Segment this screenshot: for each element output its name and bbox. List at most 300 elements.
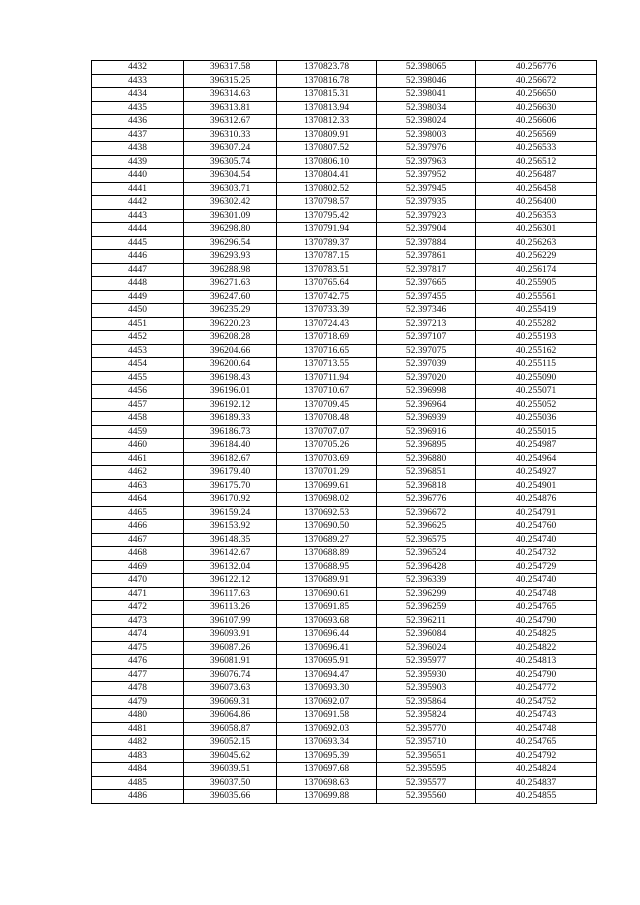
point-number-cell: 4468 (92, 547, 184, 561)
point-number-cell: 4486 (92, 790, 184, 804)
table-row (92, 331, 597, 345)
point-number-cell: 4475 (92, 641, 184, 655)
x-coordinate-cell: 396159.24 (184, 506, 277, 520)
y-coordinate-cell: 1370693.34 (277, 736, 377, 750)
y-coordinate-cell: 1370815.31 (277, 88, 377, 102)
y-coordinate-cell: 1370709.45 (277, 398, 377, 412)
point-number-cell: 4439 (92, 155, 184, 169)
latitude-cell: 52.398034 (377, 101, 476, 115)
table-row (92, 763, 597, 777)
table-row (92, 776, 597, 790)
latitude-cell: 52.396211 (377, 614, 476, 628)
x-coordinate-cell: 396315.25 (184, 74, 277, 88)
longitude-cell: 40.254765 (476, 736, 597, 750)
x-coordinate-cell: 396312.67 (184, 115, 277, 129)
table-row (92, 655, 597, 669)
x-coordinate-cell: 396302.42 (184, 196, 277, 210)
y-coordinate-cell: 1370696.41 (277, 641, 377, 655)
longitude-cell: 40.256569 (476, 128, 597, 142)
table-row (92, 371, 597, 385)
x-coordinate-cell: 396304.54 (184, 169, 277, 183)
longitude-cell: 40.254791 (476, 506, 597, 520)
y-coordinate-cell: 1370765.64 (277, 277, 377, 291)
table-row (92, 695, 597, 709)
y-coordinate-cell: 1370691.58 (277, 709, 377, 723)
x-coordinate-cell: 396069.31 (184, 695, 277, 709)
table-row (92, 682, 597, 696)
longitude-cell: 40.255282 (476, 317, 597, 331)
point-number-cell: 4444 (92, 223, 184, 237)
longitude-cell: 40.256650 (476, 88, 597, 102)
latitude-cell: 52.396084 (377, 628, 476, 642)
y-coordinate-cell: 1370807.52 (277, 142, 377, 156)
table-row (92, 344, 597, 358)
x-coordinate-cell: 396035.66 (184, 790, 277, 804)
latitude-cell: 52.395824 (377, 709, 476, 723)
x-coordinate-cell: 396170.92 (184, 493, 277, 507)
table-row (92, 169, 597, 183)
point-number-cell: 4445 (92, 236, 184, 250)
table-row (92, 574, 597, 588)
point-number-cell: 4484 (92, 763, 184, 777)
longitude-cell: 40.255905 (476, 277, 597, 291)
point-number-cell: 4455 (92, 371, 184, 385)
latitude-cell: 52.396625 (377, 520, 476, 534)
table-row (92, 520, 597, 534)
x-coordinate-cell: 396179.40 (184, 466, 277, 480)
table-row (92, 601, 597, 615)
latitude-cell: 52.396880 (377, 452, 476, 466)
y-coordinate-cell: 1370703.69 (277, 452, 377, 466)
point-number-cell: 4438 (92, 142, 184, 156)
longitude-cell: 40.255193 (476, 331, 597, 345)
x-coordinate-cell: 396200.64 (184, 358, 277, 372)
longitude-cell: 40.254790 (476, 668, 597, 682)
x-coordinate-cell: 396293.93 (184, 250, 277, 264)
x-coordinate-cell: 396307.24 (184, 142, 277, 156)
latitude-cell: 52.398065 (377, 61, 476, 75)
y-coordinate-cell: 1370791.94 (277, 223, 377, 237)
x-coordinate-cell: 396182.67 (184, 452, 277, 466)
longitude-cell: 40.256229 (476, 250, 597, 264)
x-coordinate-cell: 396186.73 (184, 425, 277, 439)
x-coordinate-cell: 396142.67 (184, 547, 277, 561)
x-coordinate-cell: 396192.12 (184, 398, 277, 412)
y-coordinate-cell: 1370690.50 (277, 520, 377, 534)
longitude-cell: 40.256263 (476, 236, 597, 250)
x-coordinate-cell: 396093.91 (184, 628, 277, 642)
longitude-cell: 40.256606 (476, 115, 597, 129)
point-number-cell: 4450 (92, 304, 184, 318)
point-number-cell: 4474 (92, 628, 184, 642)
latitude-cell: 52.395864 (377, 695, 476, 709)
y-coordinate-cell: 1370789.37 (277, 236, 377, 250)
table-row (92, 614, 597, 628)
point-number-cell: 4443 (92, 209, 184, 223)
point-number-cell: 4447 (92, 263, 184, 277)
y-coordinate-cell: 1370692.03 (277, 722, 377, 736)
point-number-cell: 4433 (92, 74, 184, 88)
y-coordinate-cell: 1370716.65 (277, 344, 377, 358)
table-row (92, 506, 597, 520)
latitude-cell: 52.396524 (377, 547, 476, 561)
x-coordinate-cell: 396204.66 (184, 344, 277, 358)
latitude-cell: 52.396916 (377, 425, 476, 439)
longitude-cell: 40.254855 (476, 790, 597, 804)
latitude-cell: 52.396672 (377, 506, 476, 520)
table-row (92, 209, 597, 223)
longitude-cell: 40.255561 (476, 290, 597, 304)
table-row (92, 790, 597, 804)
latitude-cell: 52.397904 (377, 223, 476, 237)
x-coordinate-cell: 396117.63 (184, 587, 277, 601)
y-coordinate-cell: 1370699.61 (277, 479, 377, 493)
longitude-cell: 40.256458 (476, 182, 597, 196)
point-number-cell: 4463 (92, 479, 184, 493)
longitude-cell: 40.254760 (476, 520, 597, 534)
longitude-cell: 40.254748 (476, 722, 597, 736)
latitude-cell: 52.398003 (377, 128, 476, 142)
longitude-cell: 40.256630 (476, 101, 597, 115)
point-number-cell: 4466 (92, 520, 184, 534)
x-coordinate-cell: 396073.63 (184, 682, 277, 696)
latitude-cell: 52.397952 (377, 169, 476, 183)
latitude-cell: 52.397976 (377, 142, 476, 156)
latitude-cell: 52.396776 (377, 493, 476, 507)
y-coordinate-cell: 1370697.68 (277, 763, 377, 777)
y-coordinate-cell: 1370708.48 (277, 412, 377, 426)
table-row (92, 668, 597, 682)
point-number-cell: 4482 (92, 736, 184, 750)
point-number-cell: 4467 (92, 533, 184, 547)
latitude-cell: 52.395930 (377, 668, 476, 682)
table-row (92, 560, 597, 574)
y-coordinate-cell: 1370707.07 (277, 425, 377, 439)
x-coordinate-cell: 396184.40 (184, 439, 277, 453)
x-coordinate-cell: 396189.33 (184, 412, 277, 426)
y-coordinate-cell: 1370690.61 (277, 587, 377, 601)
latitude-cell: 52.396575 (377, 533, 476, 547)
table-row (92, 385, 597, 399)
latitude-cell: 52.396428 (377, 560, 476, 574)
x-coordinate-cell: 396081.91 (184, 655, 277, 669)
table-row (92, 304, 597, 318)
table-row (92, 196, 597, 210)
x-coordinate-cell: 396037.50 (184, 776, 277, 790)
y-coordinate-cell: 1370787.15 (277, 250, 377, 264)
y-coordinate-cell: 1370795.42 (277, 209, 377, 223)
y-coordinate-cell: 1370696.44 (277, 628, 377, 642)
x-coordinate-cell: 396045.62 (184, 749, 277, 763)
y-coordinate-cell: 1370694.47 (277, 668, 377, 682)
point-number-cell: 4464 (92, 493, 184, 507)
x-coordinate-cell: 396303.71 (184, 182, 277, 196)
latitude-cell: 52.397963 (377, 155, 476, 169)
longitude-cell: 40.254837 (476, 776, 597, 790)
y-coordinate-cell: 1370711.94 (277, 371, 377, 385)
y-coordinate-cell: 1370688.89 (277, 547, 377, 561)
table-row (92, 493, 597, 507)
x-coordinate-cell: 396235.29 (184, 304, 277, 318)
table-row (92, 317, 597, 331)
y-coordinate-cell: 1370705.26 (277, 439, 377, 453)
x-coordinate-cell: 396288.98 (184, 263, 277, 277)
x-coordinate-cell: 396064.86 (184, 709, 277, 723)
point-number-cell: 4437 (92, 128, 184, 142)
x-coordinate-cell: 396298.80 (184, 223, 277, 237)
table-row (92, 425, 597, 439)
latitude-cell: 52.397817 (377, 263, 476, 277)
latitude-cell: 52.395977 (377, 655, 476, 669)
point-number-cell: 4459 (92, 425, 184, 439)
table-row (92, 358, 597, 372)
point-number-cell: 4481 (92, 722, 184, 736)
y-coordinate-cell: 1370698.02 (277, 493, 377, 507)
x-coordinate-cell: 396220.23 (184, 317, 277, 331)
latitude-cell: 52.396895 (377, 439, 476, 453)
longitude-cell: 40.255052 (476, 398, 597, 412)
y-coordinate-cell: 1370783.51 (277, 263, 377, 277)
point-number-cell: 4472 (92, 601, 184, 615)
latitude-cell: 52.397945 (377, 182, 476, 196)
x-coordinate-cell: 396153.92 (184, 520, 277, 534)
y-coordinate-cell: 1370804.41 (277, 169, 377, 183)
point-number-cell: 4469 (92, 560, 184, 574)
point-number-cell: 4432 (92, 61, 184, 75)
y-coordinate-cell: 1370806.10 (277, 155, 377, 169)
latitude-cell: 52.396024 (377, 641, 476, 655)
longitude-cell: 40.254927 (476, 466, 597, 480)
point-number-cell: 4456 (92, 385, 184, 399)
latitude-cell: 52.397075 (377, 344, 476, 358)
point-number-cell: 4451 (92, 317, 184, 331)
table-row (92, 547, 597, 561)
latitude-cell: 52.398041 (377, 88, 476, 102)
latitude-cell: 52.395770 (377, 722, 476, 736)
latitude-cell: 52.396851 (377, 466, 476, 480)
longitude-cell: 40.254740 (476, 533, 597, 547)
longitude-cell: 40.256353 (476, 209, 597, 223)
point-number-cell: 4458 (92, 412, 184, 426)
point-number-cell: 4441 (92, 182, 184, 196)
longitude-cell: 40.254964 (476, 452, 597, 466)
latitude-cell: 52.395651 (377, 749, 476, 763)
latitude-cell: 52.396818 (377, 479, 476, 493)
latitude-cell: 52.397346 (377, 304, 476, 318)
y-coordinate-cell: 1370742.75 (277, 290, 377, 304)
table-row (92, 439, 597, 453)
point-number-cell: 4471 (92, 587, 184, 601)
y-coordinate-cell: 1370798.57 (277, 196, 377, 210)
table-row (92, 749, 597, 763)
latitude-cell: 52.397213 (377, 317, 476, 331)
longitude-cell: 40.254987 (476, 439, 597, 453)
point-number-cell: 4446 (92, 250, 184, 264)
table-row (92, 533, 597, 547)
x-coordinate-cell: 396314.63 (184, 88, 277, 102)
table-row (92, 277, 597, 291)
longitude-cell: 40.254729 (476, 560, 597, 574)
y-coordinate-cell: 1370724.43 (277, 317, 377, 331)
x-coordinate-cell: 396305.74 (184, 155, 277, 169)
longitude-cell: 40.254765 (476, 601, 597, 615)
point-number-cell: 4461 (92, 452, 184, 466)
y-coordinate-cell: 1370809.91 (277, 128, 377, 142)
y-coordinate-cell: 1370812.33 (277, 115, 377, 129)
point-number-cell: 4448 (92, 277, 184, 291)
point-number-cell: 4434 (92, 88, 184, 102)
longitude-cell: 40.254732 (476, 547, 597, 561)
x-coordinate-cell: 396271.63 (184, 277, 277, 291)
longitude-cell: 40.254748 (476, 587, 597, 601)
table-row (92, 709, 597, 723)
table-row (92, 88, 597, 102)
point-number-cell: 4485 (92, 776, 184, 790)
longitude-cell: 40.255115 (476, 358, 597, 372)
table-row (92, 223, 597, 237)
x-coordinate-cell: 396247.60 (184, 290, 277, 304)
longitude-cell: 40.254790 (476, 614, 597, 628)
longitude-cell: 40.254752 (476, 695, 597, 709)
latitude-cell: 52.397935 (377, 196, 476, 210)
y-coordinate-cell: 1370713.55 (277, 358, 377, 372)
table-row (92, 736, 597, 750)
y-coordinate-cell: 1370692.53 (277, 506, 377, 520)
y-coordinate-cell: 1370718.69 (277, 331, 377, 345)
x-coordinate-cell: 396107.99 (184, 614, 277, 628)
x-coordinate-cell: 396310.33 (184, 128, 277, 142)
table-row (92, 722, 597, 736)
latitude-cell: 52.397020 (377, 371, 476, 385)
table-row (92, 479, 597, 493)
x-coordinate-cell: 396175.70 (184, 479, 277, 493)
longitude-cell: 40.254822 (476, 641, 597, 655)
table-row (92, 236, 597, 250)
longitude-cell: 40.254740 (476, 574, 597, 588)
latitude-cell: 52.396299 (377, 587, 476, 601)
point-number-cell: 4436 (92, 115, 184, 129)
longitude-cell: 40.256487 (476, 169, 597, 183)
y-coordinate-cell: 1370693.68 (277, 614, 377, 628)
point-number-cell: 4465 (92, 506, 184, 520)
point-number-cell: 4440 (92, 169, 184, 183)
table-row (92, 628, 597, 642)
table-row (92, 290, 597, 304)
y-coordinate-cell: 1370802.52 (277, 182, 377, 196)
latitude-cell: 52.396998 (377, 385, 476, 399)
x-coordinate-cell: 396122.12 (184, 574, 277, 588)
point-number-cell: 4460 (92, 439, 184, 453)
longitude-cell: 40.254901 (476, 479, 597, 493)
y-coordinate-cell: 1370695.91 (277, 655, 377, 669)
table-row (92, 398, 597, 412)
table-row (92, 142, 597, 156)
coordinates-table (91, 60, 597, 804)
x-coordinate-cell: 396148.35 (184, 533, 277, 547)
latitude-cell: 52.398024 (377, 115, 476, 129)
y-coordinate-cell: 1370733.39 (277, 304, 377, 318)
y-coordinate-cell: 1370701.29 (277, 466, 377, 480)
point-number-cell: 4470 (92, 574, 184, 588)
longitude-cell: 40.255419 (476, 304, 597, 318)
longitude-cell: 40.255015 (476, 425, 597, 439)
x-coordinate-cell: 396113.26 (184, 601, 277, 615)
longitude-cell: 40.254825 (476, 628, 597, 642)
longitude-cell: 40.255036 (476, 412, 597, 426)
table-row (92, 250, 597, 264)
x-coordinate-cell: 396208.28 (184, 331, 277, 345)
x-coordinate-cell: 396301.09 (184, 209, 277, 223)
x-coordinate-cell: 396132.04 (184, 560, 277, 574)
longitude-cell: 40.255071 (476, 385, 597, 399)
latitude-cell: 52.397039 (377, 358, 476, 372)
longitude-cell: 40.256400 (476, 196, 597, 210)
latitude-cell: 52.395560 (377, 790, 476, 804)
point-number-cell: 4473 (92, 614, 184, 628)
table-row (92, 155, 597, 169)
x-coordinate-cell: 396087.26 (184, 641, 277, 655)
point-number-cell: 4452 (92, 331, 184, 345)
y-coordinate-cell: 1370689.27 (277, 533, 377, 547)
point-number-cell: 4453 (92, 344, 184, 358)
y-coordinate-cell: 1370699.88 (277, 790, 377, 804)
table-row (92, 587, 597, 601)
longitude-cell: 40.254743 (476, 709, 597, 723)
latitude-cell: 52.397884 (377, 236, 476, 250)
point-number-cell: 4477 (92, 668, 184, 682)
longitude-cell: 40.254824 (476, 763, 597, 777)
x-coordinate-cell: 396076.74 (184, 668, 277, 682)
y-coordinate-cell: 1370813.94 (277, 101, 377, 115)
latitude-cell: 52.397455 (377, 290, 476, 304)
latitude-cell: 52.396339 (377, 574, 476, 588)
latitude-cell: 52.396939 (377, 412, 476, 426)
latitude-cell: 52.397861 (377, 250, 476, 264)
x-coordinate-cell: 396296.54 (184, 236, 277, 250)
latitude-cell: 52.395710 (377, 736, 476, 750)
latitude-cell: 52.397923 (377, 209, 476, 223)
latitude-cell: 52.398046 (377, 74, 476, 88)
y-coordinate-cell: 1370689.91 (277, 574, 377, 588)
y-coordinate-cell: 1370692.07 (277, 695, 377, 709)
longitude-cell: 40.254876 (476, 493, 597, 507)
y-coordinate-cell: 1370695.39 (277, 749, 377, 763)
point-number-cell: 4454 (92, 358, 184, 372)
table-row (92, 182, 597, 196)
x-coordinate-cell: 396196.01 (184, 385, 277, 399)
coordinates-table-body (92, 61, 597, 804)
latitude-cell: 52.396259 (377, 601, 476, 615)
longitude-cell: 40.256776 (476, 61, 597, 75)
point-number-cell: 4478 (92, 682, 184, 696)
y-coordinate-cell: 1370823.78 (277, 61, 377, 75)
table-row (92, 452, 597, 466)
x-coordinate-cell: 396317.58 (184, 61, 277, 75)
longitude-cell: 40.254772 (476, 682, 597, 696)
longitude-cell: 40.255090 (476, 371, 597, 385)
latitude-cell: 52.396964 (377, 398, 476, 412)
longitude-cell: 40.256672 (476, 74, 597, 88)
y-coordinate-cell: 1370693.30 (277, 682, 377, 696)
table-row (92, 115, 597, 129)
y-coordinate-cell: 1370710.67 (277, 385, 377, 399)
latitude-cell: 52.397665 (377, 277, 476, 291)
longitude-cell: 40.255162 (476, 344, 597, 358)
y-coordinate-cell: 1370816.78 (277, 74, 377, 88)
table-row (92, 74, 597, 88)
x-coordinate-cell: 396039.51 (184, 763, 277, 777)
x-coordinate-cell: 396313.81 (184, 101, 277, 115)
